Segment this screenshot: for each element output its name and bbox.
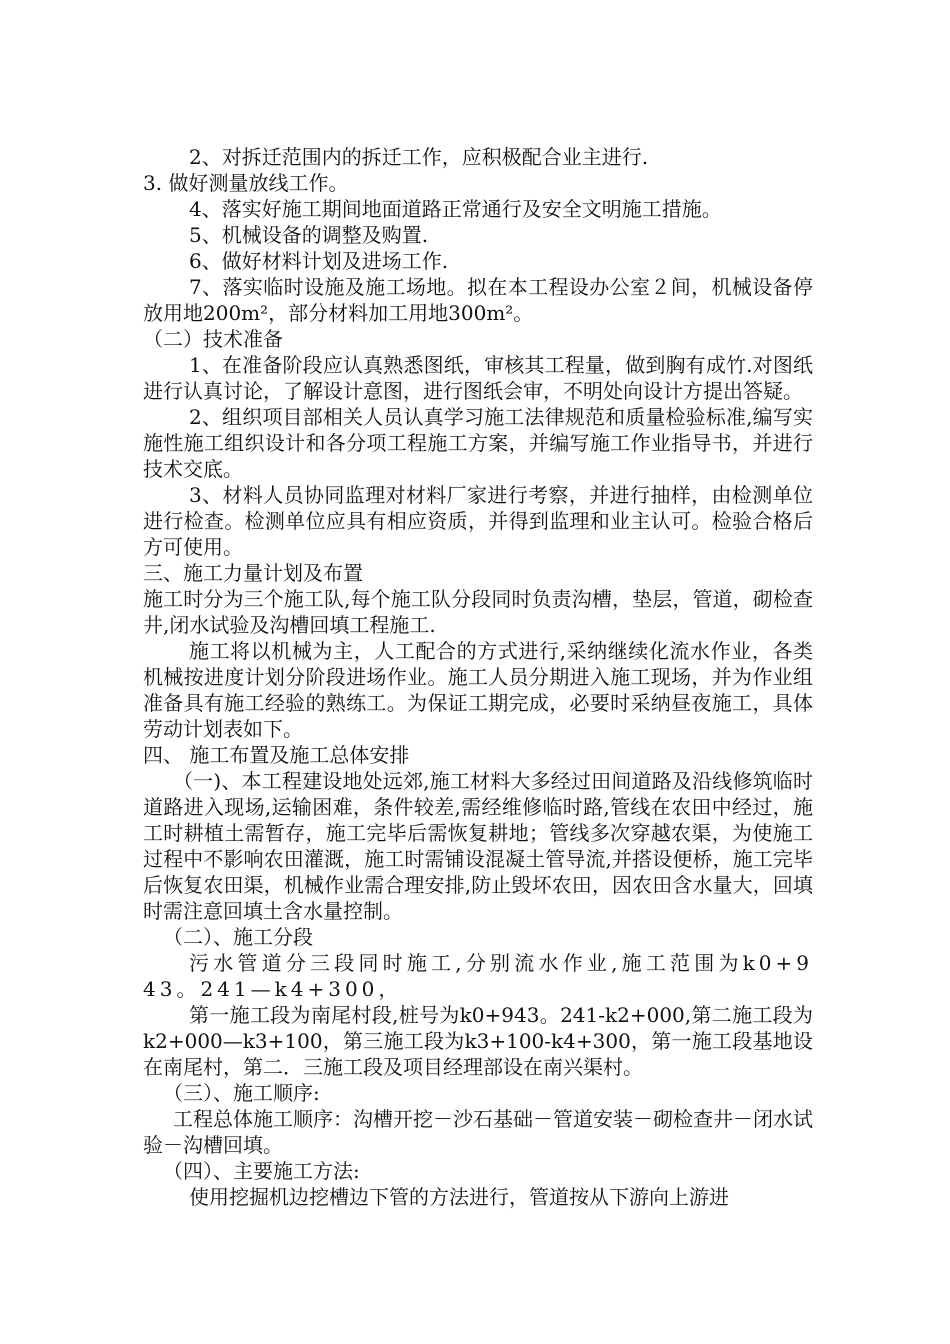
paragraph-construction-teams: 施工时分为三个施工队,每个施工队分段同时负责沟槽，垫层，管道，砌检查井,闭水试验及沟槽回填工程施工.: [143, 587, 813, 637]
paragraph-section-details: 第一施工段为南尾村段,桩号为k0+943。241-k2+000,第二施工段为k2+000—k3+100，第三施工段为k3+100-k4+300，第一施工段基地设在南尾村，第二．三施工段及项目经理部设在南兴渠村。: [143, 1003, 813, 1079]
heading-methods: （四）、主要施工方法:: [163, 1159, 360, 1183]
paragraph-site-conditions: （一)、本工程建设地处远郊,施工材料大多经过田间道路及沿线修筑临时道路进入现场,运输困难，条件较差,需经维修临时路,管线在农田中经过，施工时耕植土需暂存，施工完毕后需恢复耕地；管线多次穿越农渠，为使施工过程中不影响农田灌溉，施工时需铺设混凝土管导流,并搭设便桥，施工完毕后恢复农田渠，机械作业需合理安排,防止毁坏农田，因农田含水量大，回填时需注意回填土含水量控制。: [143, 769, 813, 923]
paragraph-road-safety: 4、落实好施工期间地面道路正常通行及安全文明施工措施。: [189, 197, 722, 221]
paragraph-survey: 3. 做好测量放线工作。: [143, 171, 349, 195]
heading-layout-arrangement: 四、 施工布置及施工总体安排: [143, 743, 410, 767]
paragraph-training: 2、组织项目部相关人员认真学习施工法律规范和质量检验标准,编写实施性施工组织设计和各分项工程施工方案，并编写施工作业指导书，并进行技术交底。: [143, 405, 813, 481]
paragraph-mechanized-work: 施工将以机械为主，人工配合的方式进行,采纳继续化流水作业，各类机械按进度计划分阶段进场作业。施工人员分期进入施工现场，并为作业组准备具有施工经验的熟练工。为保证工期完成，必要时采纳昼夜施工，具体劳动计划表如下。: [143, 639, 813, 741]
paragraph-section-scope: 污水管道分三段同时施工,分别流水作业,施工范围为k0+943。241—k4+300，: [143, 951, 813, 1001]
paragraph-demolition: 2、对拆迁范围内的拆迁工作，应积极配合业主进行.: [189, 145, 649, 169]
document-body: [143, 144, 813, 1210]
paragraph-temporary-facilities: 7、落实临时设施及施工场地。拟在本工程设办公室２间，机械设备停放用地200m²，部分材料加工用地300m²。: [143, 275, 813, 325]
page-footer-area: [0, 1300, 950, 1344]
paragraph-sequence: 工程总体施工顺序：沟槽开挖－沙石基础－管道安装－砌检查井－闭水试验－沟槽回填。: [143, 1107, 813, 1157]
paragraph-material-inspection: 3、材料人员协同监理对材料厂家进行考察，并进行抽样，由检测单位进行检查。检测单位应具有相应资质，并得到监理和业主认可。检验合格后方可使用。: [143, 483, 813, 559]
heading-technical-preparation: （二）技术准备: [143, 327, 283, 351]
heading-workforce-plan: 三、施工力量计划及布置: [143, 561, 363, 585]
heading-sequence: （三）、施工顺序:: [163, 1081, 320, 1105]
paragraph-drawings: 1、在准备阶段应认真熟悉图纸，审核其工程量，做到胸有成竹.对图纸进行认真讨论，了解设计意图，进行图纸会审，不明处向设计方提出答疑。: [143, 353, 813, 403]
paragraph-materials-plan: 6、做好材料计划及进场工作.: [189, 249, 449, 273]
heading-sections: （二）、施工分段: [163, 925, 313, 949]
paragraph-equipment: 5、机械设备的调整及购置.: [189, 223, 429, 247]
paragraph-methods: 使用挖掘机边挖槽边下管的方法进行，管道按从下游向上游进: [189, 1185, 729, 1209]
